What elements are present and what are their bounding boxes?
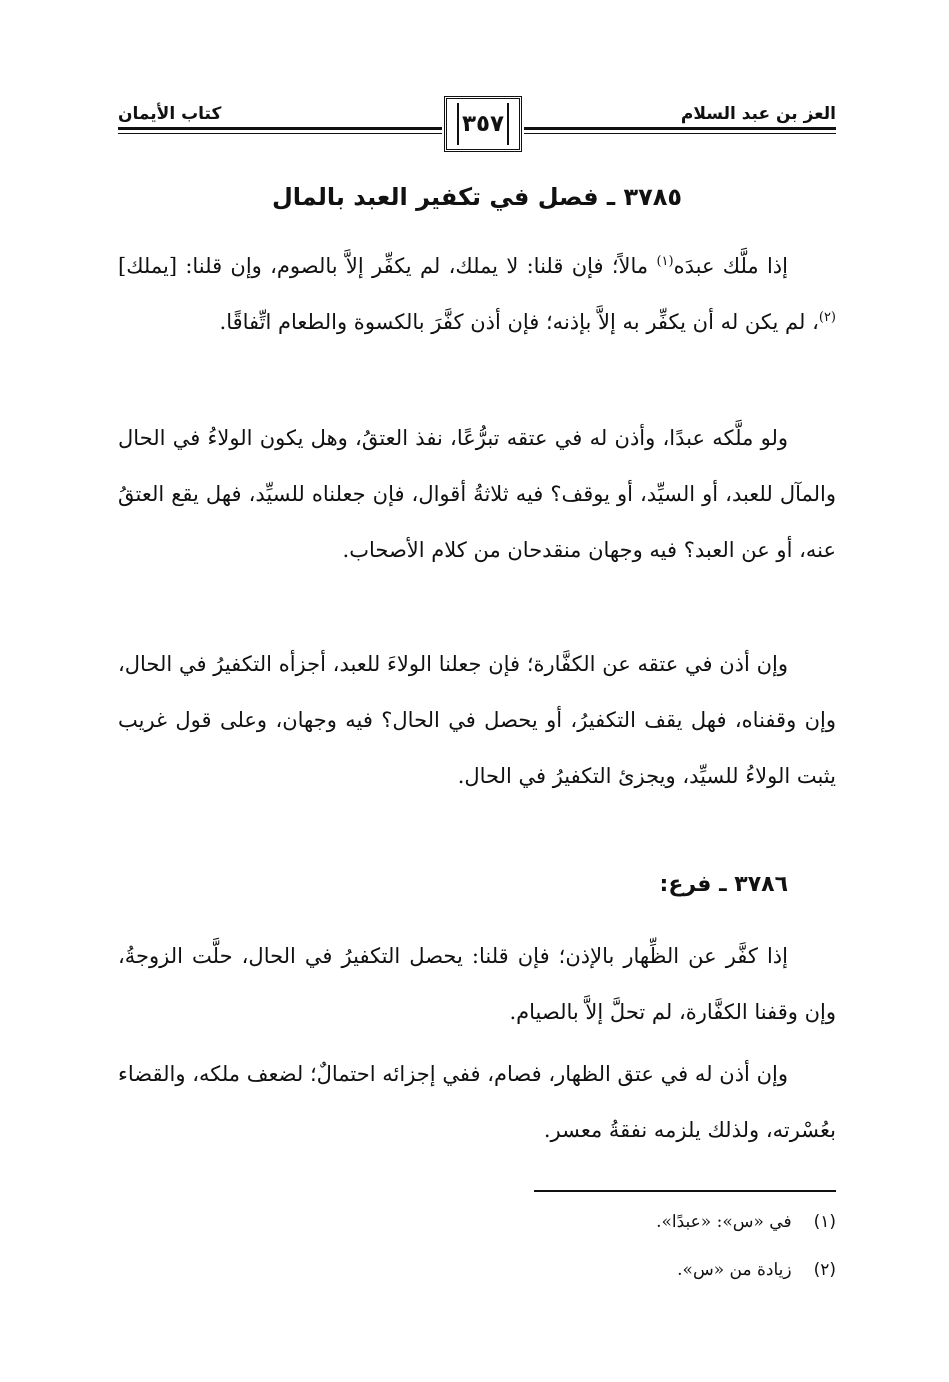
paragraph-1-text-c: ، لم يكن له أن يكفِّر به إلاَّ بإذنه؛ فإن أذن كفَّرَ بالكسوة والطعام اتِّفاقًا. [219, 310, 819, 334]
header-rule-thick-left [118, 127, 442, 130]
section-heading: ٣٧٨٥ ـ فصل في تكفير العبد بالمال [271, 183, 683, 211]
paragraph-3 [118, 636, 836, 804]
paragraph-5-text: وإن أذن له في عتق الظهار، فصام، ففي إجزائه احتمالٌ؛ لضعف ملكه، والقضاء بعُسْرته، ولذلك يلزمه نفقةُ معسر. [118, 1062, 836, 1142]
running-header [118, 94, 836, 156]
paragraph-2 [118, 410, 836, 578]
paragraph-2-text: ولو ملَّكه عبدًا، وأذن له في عتقه تبرُّعًا، نفذ العتقُ، وهل يكون الولاءُ في الحال والمآل للعبد، أو السيِّد، أو يوقف؟ فيه ثلاثةُ أقوال، فإن جعلناه للسيِّد، فهل يقع العتقُ عنه، أو عن العبد؟ فيه وجهان منقدحان من كلام الأصحاب. [118, 426, 836, 562]
footnote-2-number: (٢) [813, 1260, 836, 1280]
footnote-2-text: زيادة من «س». [677, 1260, 792, 1280]
paragraph-4-text: إذا كفَّر عن الظِّهار بالإذن؛ فإن قلنا: يحصل التكفيرُ في الحال، حلَّت الزوجةُ، وإن وقفنا الكفَّارة، لم تحلَّ إلاَّ بالصيام. [118, 944, 836, 1024]
page-number: ٣٥٧ [457, 103, 509, 145]
paragraph-5 [118, 1046, 836, 1158]
header-rule-thin-left [118, 133, 442, 134]
author-title: العز بن عبد السلام [680, 104, 836, 124]
paragraph-1-text-a: إذا ملَّك عبدَه [673, 254, 788, 278]
page-number-frame [444, 96, 522, 152]
subsection-heading [118, 872, 836, 897]
header-rule-thick-right [524, 127, 836, 130]
footnote-1 [656, 1212, 836, 1232]
footnote-2 [677, 1260, 836, 1280]
paragraph-1 [118, 238, 836, 350]
footnote-separator [534, 1190, 836, 1192]
paragraph-3-text: وإن أذن في عتقه عن الكفَّارة؛ فإن جعلنا الولاءَ للعبد، أجزأه التكفيرُ في الحال، وإن وقفناه، فهل يقف التكفيرُ، أو يحصل في الحال؟ فيه وجهان، وعلى قول غريب يثبت الولاءُ للسيِّد، ويجزئ التكفيرُ في الحال. [118, 652, 836, 788]
subsection-heading-text: ٣٧٨٦ ـ فرع: [659, 872, 788, 897]
paragraph-1-text-b: مالاً؛ فإن قلنا: لا يملك، لم يكفِّر إلاَّ بالصوم، وإن قلنا: [يملك] [118, 254, 657, 278]
header-rule-thin-right [524, 133, 836, 134]
footnote-ref-2: (٢) [818, 310, 836, 325]
chapter-title: كتاب الأيمان [118, 104, 222, 124]
paragraph-4 [118, 928, 836, 1040]
footnote-1-number: (١) [813, 1212, 836, 1232]
footnote-ref-1: (١) [656, 254, 674, 269]
footnote-1-text: في «س»: «عبدًا». [656, 1212, 792, 1232]
